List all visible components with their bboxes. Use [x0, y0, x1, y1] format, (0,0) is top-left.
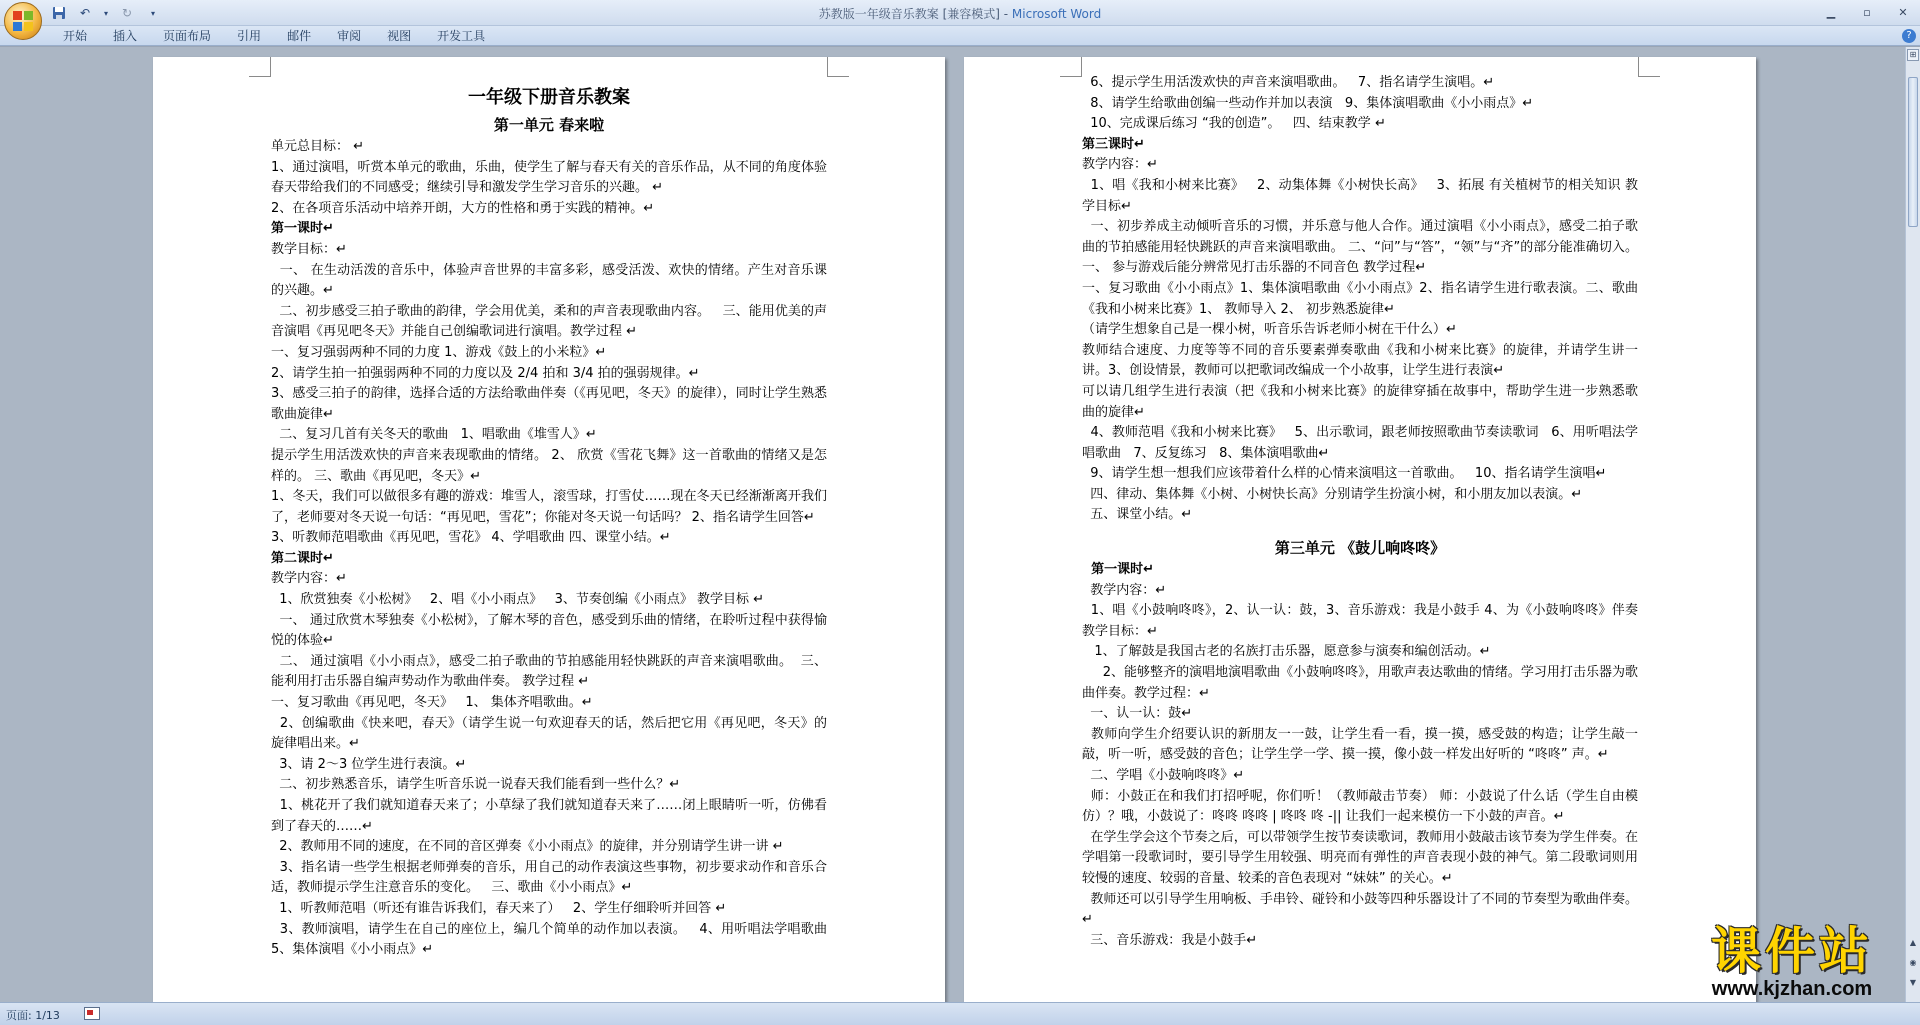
- paragraph: 1、桃花开了我们就知道春天来了；小草绿了我们就知道春天来了……闭上眼睛听一听，仿佛看到了春天的……↵: [271, 798, 827, 834]
- close-icon[interactable]: ✕: [1898, 5, 1908, 19]
- scroll-up-icon[interactable]: ▲: [1909, 938, 1917, 947]
- tab-home[interactable]: 开始: [63, 29, 88, 43]
- app-name: Microsoft Word: [1011, 7, 1102, 21]
- window-title: [0, 5, 1920, 22]
- document-area: [0, 47, 1905, 1002]
- paragraph: 3、感受三拍子的韵律，选择合适的方法给歌曲伴奏（《再见吧，冬天》的旋律），同时让学生熟悉歌曲旋律↵: [271, 386, 827, 422]
- next-page-icon[interactable]: ▼: [1909, 978, 1917, 987]
- tab-mailings[interactable]: 邮件: [287, 29, 312, 43]
- paragraph: 1、冬天，我们可以做很多有趣的游戏：堆雪人，滚雪球，打雪仗……现在冬天已经渐渐离开我们了，老师要对冬天说一句话：“再见吧，雪花”；你能对冬天说一句话吗？ 2、指名请学生回答↵: [271, 489, 827, 525]
- paragraph: 一、复习强弱两种不同的力度 1、游戏《鼓上的小米粒》↵: [271, 344, 607, 360]
- paragraph: 教师向学生介绍要认识的新朋友一一鼓，让学生看一看，摸一摸，感受鼓的构造；让学生敲一敲，听一听，感受鼓的音色；让学生学一学、摸一摸，像小鼓一样发出好听的 “咚咚” 声。↵: [1082, 726, 1638, 763]
- paragraph: 1、唱《我和小树来比赛》 2、动集体舞《小树快长高》 3、拓展 有关植树节的相关知识 教学目标↵: [1082, 177, 1639, 214]
- paragraph: 1、听教师范唱（听还有谁告诉我们，春天来了） 2、学生仔细聆听并回答 ↵: [271, 900, 727, 916]
- customize-toolbar-icon[interactable]: ▾: [150, 8, 155, 18]
- tab-insert[interactable]: 插入: [113, 29, 138, 43]
- paragraph: 二、 通过演唱《小小雨点》，感受二拍子歌曲的节拍感能用轻快跳跃的声音来演唱歌曲。 三、能利用打击乐器自编声势动作为歌曲伴奏。 教学过程 ↵: [271, 653, 828, 690]
- paragraph: 五、课堂小结。↵: [1082, 507, 1193, 523]
- paragraph: 教学内容：↵: [1082, 582, 1167, 598]
- previous-page-icon[interactable]: ◉: [1909, 958, 1917, 967]
- paragraph: 1、唱《小鼓响咚咚》，2、认一认：鼓，3、音乐游戏：我是小鼓手 4、为《小鼓响咚咚》伴奏教学目标：↵: [1082, 603, 1639, 639]
- office-logo-icon: [13, 11, 33, 31]
- watermark-name: 课件站: [1711, 922, 1873, 980]
- paragraph: 二、初步感受三拍子歌曲的韵律，学会用优美，柔和的声音表现歌曲内容。 三、能用优美的声音演唱《再见吧冬天》并能自己创编歌词进行演唱。教学过程 ↵: [271, 303, 827, 340]
- paragraph: 第三课时↵: [1082, 136, 1145, 152]
- paragraph: 3、指名请一些学生根据老师弹奏的音乐，用自己的动作表演这些事物，初步要求动作和音乐合适，教师提示学生注意音乐的变化。 三、歌曲《小小雨点》↵: [271, 859, 828, 896]
- paragraph: 第一课时↵: [1082, 562, 1154, 578]
- margin-corner-mark: [1638, 57, 1660, 77]
- paragraph: 二、复习几首有关冬天的歌曲 1、唱歌曲《堆雪人》↵: [271, 427, 597, 443]
- paragraph: 一、初步养成主动倾听音乐的习惯，并乐意与他人合作。通过演唱《小小雨点》，感受二拍子歌曲的节拍感能用轻快跳跃的声音来演唱歌曲。 二、“问”与“答”，“领”与“齐”的部分能准确切入。 一、 参与游戏后能分辨常见打击乐器的不同音色 教学过程↵: [1082, 219, 1651, 276]
- paragraph: （请学生想象自己是一棵小树，听音乐告诉老师小树在干什么）↵: [1082, 322, 1457, 338]
- paragraph: 第二课时↵: [271, 550, 334, 566]
- document-name: 苏教版一年级音乐教案 [兼容模式] -: [818, 7, 1012, 21]
- paragraph: 一、认一认：鼓↵: [1082, 706, 1193, 722]
- document-page-1[interactable]: [153, 57, 945, 1002]
- margin-corner-mark: [827, 57, 849, 77]
- undo-dropdown-icon[interactable]: ▾: [103, 8, 108, 18]
- paragraph: 四、律动、集体舞《小树、小树快长高》分别请学生扮演小树，和小朋友加以表演。↵: [1082, 486, 1583, 502]
- paragraph: 1、欣赏独奏《小松树》 2、唱《小小雨点》 3、节奏创编《小雨点》 教学目标 ↵: [271, 592, 765, 608]
- paragraph: 9、请学生想一想我们应该带着什么样的心情来演唱这一首歌曲。 10、指名请学生演唱↵: [1082, 466, 1607, 482]
- paragraph: 3、教师演唱，请学生在自己的座位上，编几个简单的动作加以表演。 4、用听唱法学唱歌曲 5、集体演唱《小小雨点》↵: [271, 921, 840, 958]
- paragraph: 2、创编歌曲《快来吧，春天》（请学生说一句欢迎春天的话，然后把它用《再见吧，冬天》的旋律唱出来。↵: [271, 715, 827, 752]
- scrollbar-thumb[interactable]: [1908, 77, 1918, 227]
- tab-page-layout[interactable]: 页面布局: [163, 29, 212, 43]
- paragraph: 3、请 2～3 位学生进行表演。↵: [271, 756, 467, 772]
- paragraph: 6、提示学生用活泼欢快的声音来演唱歌曲。 7、指名请学生演唱。↵: [1082, 75, 1495, 90]
- paragraph: 10、完成课后练习 “我的创造”。 四、结束教学 ↵: [1082, 116, 1386, 132]
- paragraph: 3、听教师范唱歌曲《再见吧，雪花》 4、学唱歌曲 四、课堂小结。↵: [271, 530, 671, 546]
- paragraph: 2、请学生拍一拍强弱两种不同的力度以及 2/4 拍和 3/4 拍的强弱规律。↵: [271, 365, 700, 381]
- page-number-status[interactable]: 页面: 1/13: [6, 1009, 60, 1022]
- window-controls: [1820, 3, 1914, 21]
- paragraph: 一、 在生动活泼的音乐中，体验声音世界的丰富多彩，感受活泼、欢快的情绪。产生对音乐课的兴趣。↵: [271, 262, 827, 299]
- tab-references[interactable]: 引用: [237, 29, 262, 43]
- help-icon[interactable]: ?: [1902, 29, 1916, 43]
- paragraph: 2、教师用不同的速度，在不同的音区弹奏《小小雨点》的旋律，并分别请学生讲一讲 ↵: [271, 839, 784, 855]
- paragraph: 2、能够整齐的演唱地演唱歌曲《小鼓响咚咚》，用歌声表达歌曲的情绪。学习用打击乐器为歌曲伴奏。教学过程：↵: [1082, 665, 1638, 701]
- paragraph: 教学目标：↵: [271, 241, 347, 257]
- paragraph: 一、复习歌曲《小小雨点》1、集体演唱歌曲《小小雨点》2、指名请学生进行歌表演。二、歌曲《我和小树来比赛》1、 教师导入 2、 初步熟悉旋律↵: [1082, 280, 1638, 317]
- paragraph: 一、 通过欣赏木琴独奏《小松树》，了解木琴的音色，感受到乐曲的情绪，在聆听过程中获得愉悦的体验↵: [271, 612, 827, 649]
- paragraph: 4、教师范唱《我和小树来比赛》 5、出示歌词，跟老师按照歌曲节奏读歌词 6、用听唱法学唱歌曲 7、反复练习 8、集体演唱歌曲↵: [1082, 425, 1638, 461]
- tab-review[interactable]: 审阅: [337, 29, 362, 43]
- paragraph: 提示学生用活泼欢快的声音来表现歌曲的情绪。 2、 欣赏《雪花飞舞》这一首歌曲的情绪又是怎样的。 三、歌曲《再见吧，冬天》↵: [271, 447, 827, 484]
- paragraph: 教学内容：↵: [1082, 157, 1158, 173]
- paragraph: 可以请几组学生进行表演（把《我和小树来比赛》的旋律穿插在故事中，帮助学生进一步熟悉歌曲的旋律↵: [1082, 383, 1638, 420]
- margin-corner-mark: [249, 57, 271, 77]
- vertical-scrollbar[interactable]: [1905, 47, 1920, 1002]
- page-1-text: [271, 83, 840, 961]
- margin-corner-mark: [1060, 57, 1082, 77]
- page-2-text: [1082, 73, 1651, 951]
- paragraph: 师：小鼓正在和我们打招呼呢，你们听！（教师敲击节奏） 师：小鼓说了什么话（学生自由模仿）？哦，小鼓说了：咚咚 咚咚 | 咚咚 咚 -|| 让我们一起来模仿一下小鼓的声音。↵: [1082, 788, 1638, 825]
- title-bar: [0, 0, 1920, 26]
- paragraph: 教学内容：↵: [271, 571, 347, 587]
- tab-view[interactable]: 视图: [387, 29, 412, 43]
- watermark-url: www.kjzhan.com: [1711, 978, 1873, 1000]
- ribbon-tab-bar: [0, 26, 1920, 46]
- office-button[interactable]: [4, 2, 42, 40]
- paragraph: 在学生学会这个节奏之后，可以带领学生按节奏读歌词，教师用小鼓敲击该节奏为学生伴奏。在学唱第一段歌词时，要引导学生用较强、明亮而有弹性的声音表现小鼓的神气。第二段歌词则用较慢的速度、较弱的音量、较柔的音色表现对 “妹妹” 的关心。↵: [1082, 829, 1638, 886]
- paragraph: 二、学唱《小鼓响咚咚》↵: [1082, 768, 1245, 783]
- paragraph: 单元总目标： ↵: [271, 139, 365, 154]
- paragraph: 教师还可以引导学生用响板、手串铃、碰铃和小鼓等四种乐器设计了不同的节奏型为歌曲伴奏。↵: [1082, 891, 1638, 928]
- paragraph: 三、音乐游戏：我是小鼓手↵: [1082, 932, 1258, 948]
- tab-developer[interactable]: 开发工具: [437, 29, 486, 43]
- paragraph: 一、复习歌曲《再见吧，冬天》 1、 集体齐唱歌曲。↵: [271, 695, 593, 711]
- view-ruler-icon[interactable]: ⊞: [1907, 49, 1919, 61]
- paragraph: 二、初步熟悉音乐，请学生听音乐说一说春天我们能看到一些什么？↵: [271, 777, 681, 793]
- paragraph: 1、了解鼓是我国古老的名族打击乐器，愿意参与演奏和编创活动。↵: [1082, 644, 1491, 660]
- status-bar: [0, 1002, 1920, 1025]
- paragraph: 2、在各项音乐活动中培养开朗，大方的性格和勇于实践的精神。↵: [271, 200, 655, 216]
- unit-3-title: 第三单元 《鼓儿响咚咚》: [1274, 539, 1446, 558]
- document-title: 一年级下册音乐教案: [468, 87, 630, 108]
- minimize-icon[interactable]: ▁: [1826, 5, 1836, 19]
- redo-icon[interactable]: ↻: [121, 6, 133, 20]
- paragraph: 第一课时↵: [271, 221, 334, 237]
- proofing-icon[interactable]: [84, 1007, 100, 1020]
- paragraph: 教师结合速度、力度等等不同的音乐要素弹奏歌曲《我和小树来比赛》的旋律，并请学生讲一讲。3、创设情景，教师可以把歌词改编成一个小故事，让学生进行表演↵: [1082, 342, 1638, 379]
- undo-icon[interactable]: ↶: [79, 6, 91, 20]
- site-watermark: [1668, 924, 1916, 1002]
- paragraph: 8、请学生给歌曲创编一些动作并加以表演 9、集体演唱歌曲《小小雨点》↵: [1082, 95, 1534, 111]
- paragraph: 1、通过演唱，听赏本单元的歌曲，乐曲，使学生了解与春天有关的音乐作品，从不同的角度体验春天带给我们的不同感受；继续引导和激发学生学习音乐的兴趣。 ↵: [271, 159, 827, 196]
- unit-1-title: 第一单元 春来啦: [493, 116, 605, 134]
- document-page-2[interactable]: [964, 57, 1756, 1002]
- maximize-icon[interactable]: ▫: [1863, 5, 1871, 19]
